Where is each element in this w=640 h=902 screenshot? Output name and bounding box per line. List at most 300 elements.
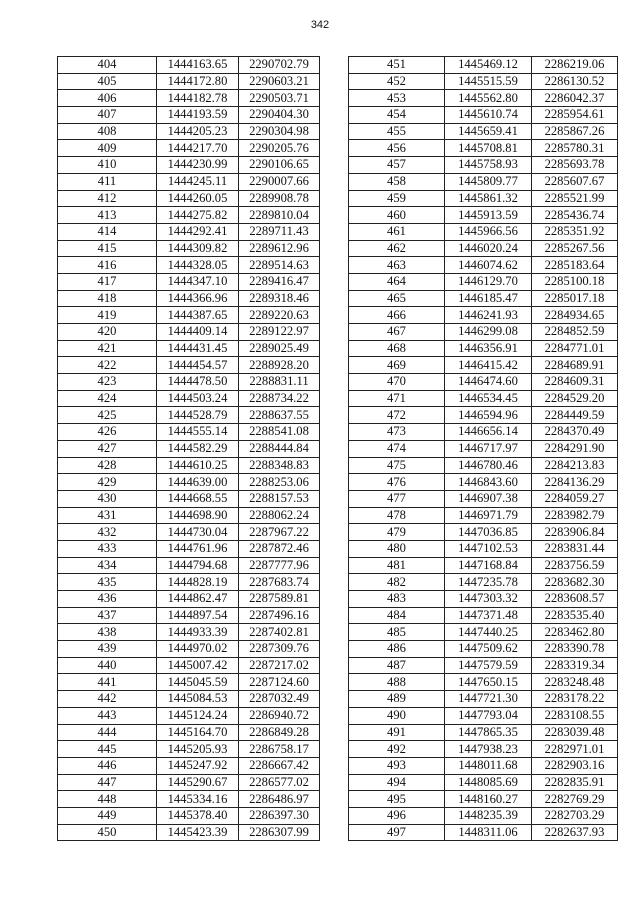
point-number-cell: 404	[58, 57, 157, 74]
y-coordinate-cell: 2282835.91	[532, 774, 618, 791]
table-row	[58, 557, 320, 574]
table-row	[58, 474, 320, 491]
table-row	[349, 724, 618, 741]
table-row	[58, 674, 320, 691]
table-row	[58, 657, 320, 674]
y-coordinate-cell: 2285183.64	[532, 257, 618, 274]
point-number-cell: 473	[349, 424, 445, 441]
y-coordinate-cell: 2287683.74	[239, 574, 320, 591]
point-number-cell: 469	[349, 357, 445, 374]
table-row	[349, 674, 618, 691]
point-number-cell: 480	[349, 540, 445, 557]
y-coordinate-cell: 2282903.16	[532, 757, 618, 774]
y-coordinate-cell: 2290205.76	[239, 140, 320, 157]
point-number-cell: 419	[58, 307, 157, 324]
table-row	[58, 390, 320, 407]
point-number-cell: 471	[349, 390, 445, 407]
table-row	[349, 657, 618, 674]
y-coordinate-cell: 2283390.78	[532, 641, 618, 658]
table-row	[58, 691, 320, 708]
y-coordinate-cell: 2283756.59	[532, 557, 618, 574]
x-coordinate-cell: 1444478.50	[157, 374, 239, 391]
point-number-cell: 406	[58, 90, 157, 107]
table-row	[349, 791, 618, 808]
y-coordinate-cell: 2285351.92	[532, 223, 618, 240]
y-coordinate-cell: 2284136.29	[532, 474, 618, 491]
table-row	[349, 107, 618, 124]
x-coordinate-cell: 1445247.92	[157, 757, 239, 774]
y-coordinate-cell: 2283608.57	[532, 591, 618, 608]
point-number-cell: 421	[58, 340, 157, 357]
y-coordinate-cell: 2285867.26	[532, 123, 618, 140]
y-coordinate-cell: 2284291.90	[532, 440, 618, 457]
point-number-cell: 407	[58, 107, 157, 124]
point-number-cell: 411	[58, 173, 157, 190]
y-coordinate-cell: 2289318.46	[239, 290, 320, 307]
point-number-cell: 417	[58, 273, 157, 290]
table-row	[58, 724, 320, 741]
table-row	[58, 307, 320, 324]
y-coordinate-cell: 2287402.81	[239, 624, 320, 641]
point-number-cell: 443	[58, 707, 157, 724]
table-row	[58, 641, 320, 658]
point-number-cell: 470	[349, 374, 445, 391]
y-coordinate-cell: 2283039.48	[532, 724, 618, 741]
table-row	[58, 741, 320, 758]
y-coordinate-cell: 2289122.97	[239, 324, 320, 341]
x-coordinate-cell: 1447168.84	[445, 557, 532, 574]
x-coordinate-cell: 1446971.79	[445, 507, 532, 524]
point-number-cell: 434	[58, 557, 157, 574]
x-coordinate-cell: 1444205.23	[157, 123, 239, 140]
table-row	[58, 257, 320, 274]
x-coordinate-cell: 1447721.30	[445, 691, 532, 708]
point-number-cell: 496	[349, 807, 445, 824]
point-number-cell: 426	[58, 424, 157, 441]
table-row	[58, 57, 320, 74]
y-coordinate-cell: 2285607.67	[532, 173, 618, 190]
y-coordinate-cell: 2288541.08	[239, 424, 320, 441]
table-row	[349, 707, 618, 724]
y-coordinate-cell: 2283108.55	[532, 707, 618, 724]
y-coordinate-cell: 2287217.02	[239, 657, 320, 674]
y-coordinate-cell: 2283178.22	[532, 691, 618, 708]
y-coordinate-cell: 2288831.11	[239, 374, 320, 391]
table-row	[349, 207, 618, 224]
x-coordinate-cell: 1444172.80	[157, 73, 239, 90]
y-coordinate-cell: 2289025.49	[239, 340, 320, 357]
table-row	[349, 340, 618, 357]
y-coordinate-cell: 2286577.02	[239, 774, 320, 791]
x-coordinate-cell: 1446356.91	[445, 340, 532, 357]
y-coordinate-cell: 2289514.63	[239, 257, 320, 274]
y-coordinate-cell: 2288637.55	[239, 407, 320, 424]
y-coordinate-cell: 2285017.18	[532, 290, 618, 307]
table-row	[58, 591, 320, 608]
table-row	[349, 290, 618, 307]
table-row	[58, 157, 320, 174]
x-coordinate-cell: 1444730.04	[157, 524, 239, 541]
table-row	[58, 440, 320, 457]
point-number-cell: 445	[58, 741, 157, 758]
table-row	[58, 374, 320, 391]
x-coordinate-cell: 1445758.93	[445, 157, 532, 174]
table-row	[58, 407, 320, 424]
x-coordinate-cell: 1446241.93	[445, 307, 532, 324]
point-number-cell: 441	[58, 674, 157, 691]
table-row	[349, 607, 618, 624]
table-row	[349, 540, 618, 557]
point-number-cell: 460	[349, 207, 445, 224]
point-number-cell: 475	[349, 457, 445, 474]
point-number-cell: 435	[58, 574, 157, 591]
point-number-cell: 481	[349, 557, 445, 574]
y-coordinate-cell: 2283248.48	[532, 674, 618, 691]
point-number-cell: 459	[349, 190, 445, 207]
table-row	[349, 457, 618, 474]
table-row	[349, 757, 618, 774]
x-coordinate-cell: 1447371.48	[445, 607, 532, 624]
y-coordinate-cell: 2287496.16	[239, 607, 320, 624]
y-coordinate-cell: 2286758.17	[239, 741, 320, 758]
point-number-cell: 491	[349, 724, 445, 741]
x-coordinate-cell: 1445913.59	[445, 207, 532, 224]
y-coordinate-cell: 2289810.04	[239, 207, 320, 224]
table-row	[349, 557, 618, 574]
y-coordinate-cell: 2285780.31	[532, 140, 618, 157]
x-coordinate-cell: 1444503.24	[157, 390, 239, 407]
x-coordinate-cell: 1445205.93	[157, 741, 239, 758]
table-row	[349, 140, 618, 157]
table-row	[58, 507, 320, 524]
y-coordinate-cell: 2284370.49	[532, 424, 618, 441]
x-coordinate-cell: 1444761.96	[157, 540, 239, 557]
point-number-cell: 456	[349, 140, 445, 157]
point-number-cell: 497	[349, 824, 445, 841]
point-number-cell: 412	[58, 190, 157, 207]
table-row	[349, 824, 618, 841]
x-coordinate-cell: 1444409.14	[157, 324, 239, 341]
point-number-cell: 457	[349, 157, 445, 174]
x-coordinate-cell: 1447440.25	[445, 624, 532, 641]
table-row	[349, 123, 618, 140]
y-coordinate-cell: 2285267.56	[532, 240, 618, 257]
table-row	[349, 507, 618, 524]
x-coordinate-cell: 1446780.46	[445, 457, 532, 474]
y-coordinate-cell: 2289612.96	[239, 240, 320, 257]
y-coordinate-cell: 2288928.20	[239, 357, 320, 374]
point-number-cell: 450	[58, 824, 157, 841]
table-row	[58, 273, 320, 290]
table-row	[58, 574, 320, 591]
table-row	[58, 490, 320, 507]
table-row	[349, 424, 618, 441]
table-row	[58, 140, 320, 157]
x-coordinate-cell: 1445659.41	[445, 123, 532, 140]
x-coordinate-cell: 1446656.14	[445, 424, 532, 441]
point-number-cell: 468	[349, 340, 445, 357]
point-number-cell: 463	[349, 257, 445, 274]
y-coordinate-cell: 2286940.72	[239, 707, 320, 724]
point-number-cell: 431	[58, 507, 157, 524]
point-number-cell: 477	[349, 490, 445, 507]
table-row	[349, 591, 618, 608]
x-coordinate-cell: 1447509.62	[445, 641, 532, 658]
x-coordinate-cell: 1444794.68	[157, 557, 239, 574]
x-coordinate-cell: 1447579.59	[445, 657, 532, 674]
table-row	[349, 73, 618, 90]
y-coordinate-cell: 2282971.01	[532, 741, 618, 758]
y-coordinate-cell: 2282703.29	[532, 807, 618, 824]
table-row	[58, 424, 320, 441]
y-coordinate-cell: 2282637.93	[532, 824, 618, 841]
x-coordinate-cell: 1447938.23	[445, 741, 532, 758]
table-row	[349, 691, 618, 708]
point-number-cell: 454	[349, 107, 445, 124]
x-coordinate-cell: 1446474.60	[445, 374, 532, 391]
x-coordinate-cell: 1446074.62	[445, 257, 532, 274]
x-coordinate-cell: 1446594.96	[445, 407, 532, 424]
x-coordinate-cell: 1445809.77	[445, 173, 532, 190]
y-coordinate-cell: 2283831.44	[532, 540, 618, 557]
point-number-cell: 451	[349, 57, 445, 74]
point-number-cell: 466	[349, 307, 445, 324]
y-coordinate-cell: 2288348.83	[239, 457, 320, 474]
table-row	[58, 107, 320, 124]
x-coordinate-cell: 1445469.12	[445, 57, 532, 74]
point-number-cell: 439	[58, 641, 157, 658]
y-coordinate-cell: 2284609.31	[532, 374, 618, 391]
y-coordinate-cell: 2284449.59	[532, 407, 618, 424]
y-coordinate-cell: 2287967.22	[239, 524, 320, 541]
x-coordinate-cell: 1446907.38	[445, 490, 532, 507]
y-coordinate-cell: 2286486.97	[239, 791, 320, 808]
point-number-cell: 436	[58, 591, 157, 608]
x-coordinate-cell: 1446020.24	[445, 240, 532, 257]
x-coordinate-cell: 1445334.16	[157, 791, 239, 808]
point-number-cell: 440	[58, 657, 157, 674]
table-row	[58, 240, 320, 257]
table-row	[58, 774, 320, 791]
point-number-cell: 458	[349, 173, 445, 190]
y-coordinate-cell: 2288062.24	[239, 507, 320, 524]
point-number-cell: 485	[349, 624, 445, 641]
table-body	[349, 57, 618, 841]
table-row	[58, 90, 320, 107]
table-row	[349, 223, 618, 240]
table-row	[349, 774, 618, 791]
x-coordinate-cell: 1445007.42	[157, 657, 239, 674]
point-number-cell: 487	[349, 657, 445, 674]
x-coordinate-cell: 1445966.56	[445, 223, 532, 240]
x-coordinate-cell: 1446299.08	[445, 324, 532, 341]
x-coordinate-cell: 1444245.11	[157, 173, 239, 190]
table-row	[349, 390, 618, 407]
table-row	[58, 624, 320, 641]
table-row	[349, 324, 618, 341]
table-row	[58, 290, 320, 307]
point-number-cell: 408	[58, 123, 157, 140]
x-coordinate-cell: 1445378.40	[157, 807, 239, 824]
y-coordinate-cell: 2286219.06	[532, 57, 618, 74]
point-number-cell: 483	[349, 591, 445, 608]
table-row	[349, 90, 618, 107]
y-coordinate-cell: 2288444.84	[239, 440, 320, 457]
x-coordinate-cell: 1444193.59	[157, 107, 239, 124]
x-coordinate-cell: 1444230.99	[157, 157, 239, 174]
point-number-cell: 490	[349, 707, 445, 724]
y-coordinate-cell: 2289908.78	[239, 190, 320, 207]
x-coordinate-cell: 1445515.59	[445, 73, 532, 90]
point-number-cell: 413	[58, 207, 157, 224]
y-coordinate-cell: 2290702.79	[239, 57, 320, 74]
y-coordinate-cell: 2289416.47	[239, 273, 320, 290]
y-coordinate-cell: 2285436.74	[532, 207, 618, 224]
table-row	[349, 741, 618, 758]
table-row	[349, 524, 618, 541]
x-coordinate-cell: 1446129.70	[445, 273, 532, 290]
table-row	[58, 707, 320, 724]
y-coordinate-cell: 2286667.42	[239, 757, 320, 774]
x-coordinate-cell: 1445084.53	[157, 691, 239, 708]
x-coordinate-cell: 1444639.00	[157, 474, 239, 491]
y-coordinate-cell: 2284771.01	[532, 340, 618, 357]
table-row	[349, 374, 618, 391]
coordinate-table-right	[348, 56, 618, 841]
x-coordinate-cell: 1444217.70	[157, 140, 239, 157]
y-coordinate-cell: 2287872.46	[239, 540, 320, 557]
x-coordinate-cell: 1444897.54	[157, 607, 239, 624]
y-coordinate-cell: 2283535.40	[532, 607, 618, 624]
table-row	[349, 240, 618, 257]
x-coordinate-cell: 1444328.05	[157, 257, 239, 274]
y-coordinate-cell: 2287124.60	[239, 674, 320, 691]
x-coordinate-cell: 1444366.96	[157, 290, 239, 307]
table-row	[58, 791, 320, 808]
table-row	[58, 223, 320, 240]
x-coordinate-cell: 1444431.45	[157, 340, 239, 357]
table-row	[58, 207, 320, 224]
x-coordinate-cell: 1444163.65	[157, 57, 239, 74]
y-coordinate-cell: 2286849.28	[239, 724, 320, 741]
point-number-cell: 446	[58, 757, 157, 774]
y-coordinate-cell: 2285100.18	[532, 273, 618, 290]
x-coordinate-cell: 1445290.67	[157, 774, 239, 791]
point-number-cell: 464	[349, 273, 445, 290]
table-row	[58, 73, 320, 90]
point-number-cell: 452	[349, 73, 445, 90]
y-coordinate-cell: 2288734.22	[239, 390, 320, 407]
y-coordinate-cell: 2284934.65	[532, 307, 618, 324]
point-number-cell: 420	[58, 324, 157, 341]
table-row	[349, 574, 618, 591]
point-number-cell: 465	[349, 290, 445, 307]
table-row	[349, 357, 618, 374]
y-coordinate-cell: 2285521.99	[532, 190, 618, 207]
x-coordinate-cell: 1444275.82	[157, 207, 239, 224]
point-number-cell: 474	[349, 440, 445, 457]
x-coordinate-cell: 1444347.10	[157, 273, 239, 290]
table-row	[349, 157, 618, 174]
x-coordinate-cell: 1446534.45	[445, 390, 532, 407]
y-coordinate-cell: 2290404.30	[239, 107, 320, 124]
y-coordinate-cell: 2289220.63	[239, 307, 320, 324]
point-number-cell: 472	[349, 407, 445, 424]
y-coordinate-cell: 2286130.52	[532, 73, 618, 90]
point-number-cell: 488	[349, 674, 445, 691]
point-number-cell: 482	[349, 574, 445, 591]
point-number-cell: 479	[349, 524, 445, 541]
x-coordinate-cell: 1447102.53	[445, 540, 532, 557]
x-coordinate-cell: 1444182.78	[157, 90, 239, 107]
table-row	[349, 190, 618, 207]
x-coordinate-cell: 1444260.05	[157, 190, 239, 207]
point-number-cell: 422	[58, 357, 157, 374]
y-coordinate-cell: 2286397.30	[239, 807, 320, 824]
table-row	[58, 457, 320, 474]
x-coordinate-cell: 1445861.32	[445, 190, 532, 207]
x-coordinate-cell: 1446717.97	[445, 440, 532, 457]
table-row	[349, 173, 618, 190]
y-coordinate-cell: 2288157.53	[239, 490, 320, 507]
point-number-cell: 423	[58, 374, 157, 391]
table-row	[349, 624, 618, 641]
x-coordinate-cell: 1444698.90	[157, 507, 239, 524]
point-number-cell: 455	[349, 123, 445, 140]
point-number-cell: 424	[58, 390, 157, 407]
table-row	[58, 190, 320, 207]
y-coordinate-cell: 2287589.81	[239, 591, 320, 608]
point-number-cell: 489	[349, 691, 445, 708]
x-coordinate-cell: 1445164.70	[157, 724, 239, 741]
point-number-cell: 493	[349, 757, 445, 774]
point-number-cell: 484	[349, 607, 445, 624]
point-number-cell: 494	[349, 774, 445, 791]
point-number-cell: 492	[349, 741, 445, 758]
x-coordinate-cell: 1447235.78	[445, 574, 532, 591]
x-coordinate-cell: 1444933.39	[157, 624, 239, 641]
point-number-cell: 432	[58, 524, 157, 541]
table-row	[58, 357, 320, 374]
x-coordinate-cell: 1447793.04	[445, 707, 532, 724]
table-row	[349, 641, 618, 658]
table-row	[349, 440, 618, 457]
point-number-cell: 495	[349, 791, 445, 808]
point-number-cell: 447	[58, 774, 157, 791]
x-coordinate-cell: 1444528.79	[157, 407, 239, 424]
point-number-cell: 478	[349, 507, 445, 524]
table-row	[58, 824, 320, 841]
point-number-cell: 430	[58, 490, 157, 507]
point-number-cell: 438	[58, 624, 157, 641]
x-coordinate-cell: 1444555.14	[157, 424, 239, 441]
y-coordinate-cell: 2286042.37	[532, 90, 618, 107]
y-coordinate-cell: 2284689.91	[532, 357, 618, 374]
point-number-cell: 427	[58, 440, 157, 457]
x-coordinate-cell: 1444610.25	[157, 457, 239, 474]
table-row	[349, 407, 618, 424]
table-row	[58, 123, 320, 140]
table-row	[58, 524, 320, 541]
x-coordinate-cell: 1446185.47	[445, 290, 532, 307]
y-coordinate-cell: 2290603.21	[239, 73, 320, 90]
point-number-cell: 405	[58, 73, 157, 90]
point-number-cell: 462	[349, 240, 445, 257]
point-number-cell: 415	[58, 240, 157, 257]
point-number-cell: 442	[58, 691, 157, 708]
point-number-cell: 453	[349, 90, 445, 107]
coordinate-table-left	[57, 56, 320, 841]
